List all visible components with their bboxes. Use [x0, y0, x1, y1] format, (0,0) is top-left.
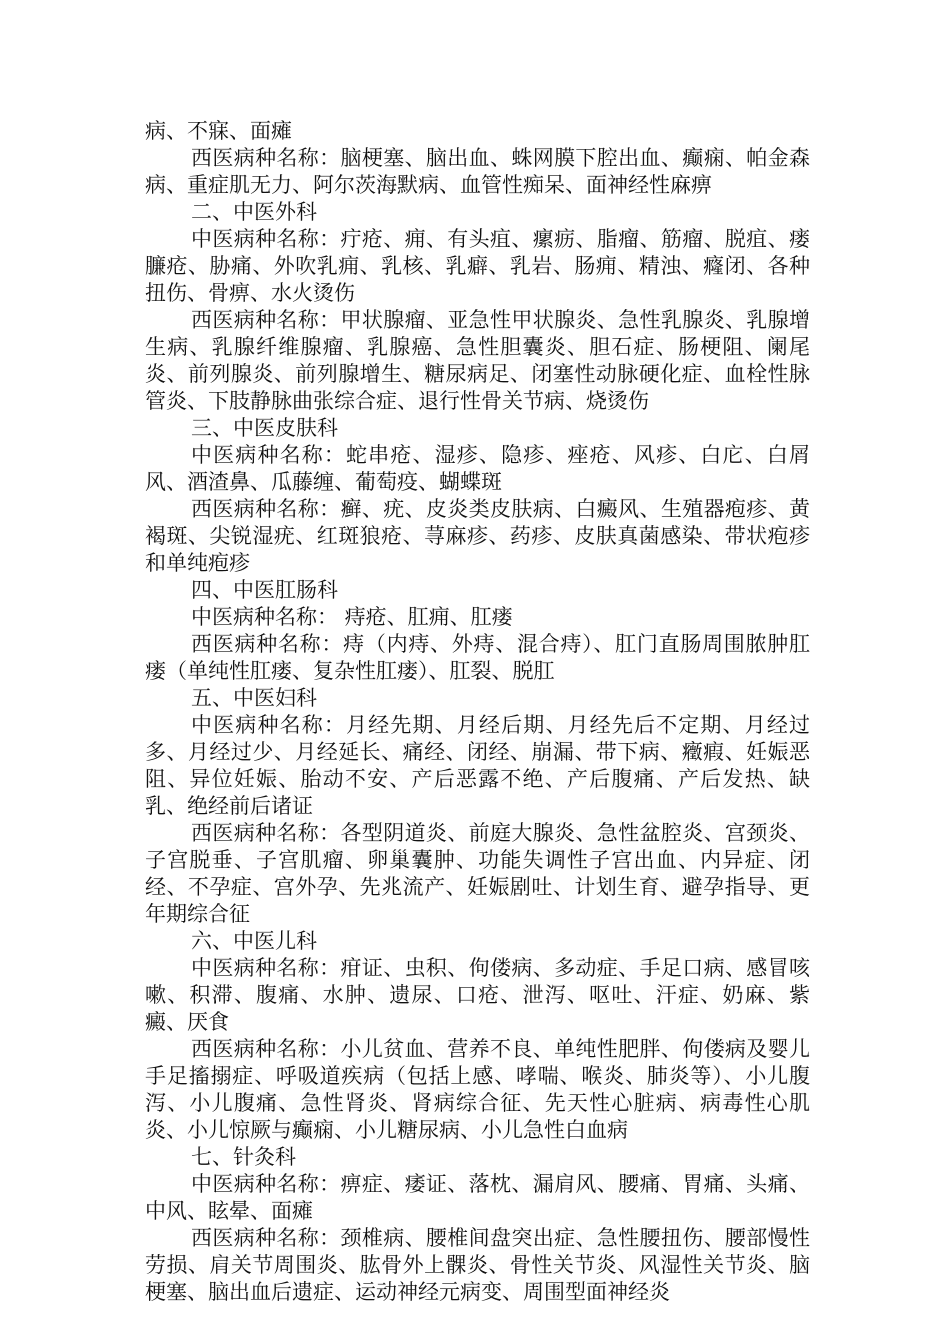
section-heading: 二、中医外科: [191, 200, 317, 224]
tcm-diseases: 中医病种名称：蛇串疮、湿疹、隐疹、痤疮、风疹、白庀、白屑风、酒渣鼻、瓜藤缠、葡萄疫、蝴蝶斑: [145, 443, 810, 494]
tcm-diseases: 中医病种名称：疔疮、痈、有头疽、瘰疬、脂瘤、筋瘤、脱疽、瘘臁疮、胁痛、外吹乳痈、乳核、乳癖、乳岩、肠痈、精浊、癃闭、各种扭伤、骨痹、水火烫伤: [145, 227, 810, 305]
document-page: [145, 118, 810, 1306]
section-heading: 五、中医妇科: [191, 686, 317, 710]
section-anorectal: [145, 577, 810, 685]
section-acupuncture: [145, 1144, 810, 1306]
section-surgery: [145, 199, 810, 415]
tcm-diseases: 中医病种名称：疳证、虫积、佝偻病、多动症、手足口病、感冒咳嗽、积滞、腹痛、水肿、遗尿、口疮、泄泻、呕吐、汗症、奶麻、紫癜、厌食: [145, 956, 810, 1034]
section-gynecology: [145, 685, 810, 928]
tcm-diseases: 中医病种名称： 痔疮、肛痈、肛瘘: [191, 605, 513, 629]
section-heading: 六、中医儿科: [191, 929, 317, 953]
western-diseases: 西医病种名称：癣、疣、皮炎类皮肤病、白癜风、生殖器疱疹、黄褐斑、尖锐湿疣、红斑狼疮、荨麻疹、药疹、皮肤真菌感染、带状疱疹和单纯疱疹: [145, 497, 810, 575]
western-diseases: 西医病种名称：各型阴道炎、前庭大腺炎、急性盆腔炎、宫颈炎、子宫脱垂、子宫肌瘤、卵巢囊肿、功能失调性子宫出血、内异症、闭经、不孕症、宫外孕、先兆流产、妊娠剧吐、计划生育、避孕指导、更年期综合征: [145, 821, 810, 926]
continuation-line: 病、不寐、面瘫: [145, 119, 292, 143]
section-dermatology: [145, 415, 810, 577]
tcm-diseases: 中医病种名称：痹症、痿证、落枕、漏肩风、腰痛、胃痛、头痛、中风、眩晕、面瘫: [145, 1172, 810, 1223]
section-heading: 三、中医皮肤科: [191, 416, 338, 440]
western-diseases: 西医病种名称：甲状腺瘤、亚急性甲状腺炎、急性乳腺炎、乳腺增生病、乳腺纤维腺瘤、乳腺癌、急性胆囊炎、胆石症、肠梗阻、阑尾炎、前列腺炎、前列腺增生、糖尿病足、闭塞性动脉硬化症、血栓性脉管炎、下肢静脉曲张综合症、退行性骨关节病、烧烫伤: [145, 308, 810, 413]
western-diseases: 西医病种名称：颈椎病、腰椎间盘突出症、急性腰扭伤、腰部慢性劳损、肩关节周围炎、肱骨外上髁炎、骨性关节炎、风湿性关节炎、脑梗塞、脑出血后遗症、运动神经元病变、周围型面神经炎: [145, 1226, 810, 1304]
section-heading: 七、针灸科: [191, 1145, 296, 1169]
tcm-diseases: 中医病种名称：月经先期、月经后期、月经先后不定期、月经过多、月经过少、月经延长、痛经、闭经、崩漏、带下病、癥瘕、妊娠恶阻、异位妊娠、胎动不安、产后恶露不绝、产后腹痛、产后发热、缺乳、绝经前后诸证: [145, 713, 810, 818]
neurology-western-diseases: 西医病种名称：脑梗塞、脑出血、蛛网膜下腔出血、癫痫、帕金森病、重症肌无力、阿尔茨海默病、血管性痴呆、面神经性麻痹: [145, 146, 810, 197]
western-diseases: 西医病种名称：小儿贫血、营养不良、单纯性肥胖、佝偻病及婴儿手足搐搦症、呼吸道疾病（包括上感、哮喘、喉炎、肺炎等）、小儿腹泻、小儿腹痛、急性肾炎、肾病综合征、先天性心脏病、病毒性心肌炎、小儿惊厥与癫痫、小儿糖尿病、小儿急性白血病: [145, 1037, 810, 1142]
western-diseases: 西医病种名称：痔（内痔、外痔、混合痔）、肛门直肠周围脓肿肛瘘（单纯性肛瘘、复杂性肛瘘）、肛裂、脱肛: [145, 632, 810, 683]
section-pediatrics: [145, 928, 810, 1144]
section-heading: 四、中医肛肠科: [191, 578, 338, 602]
